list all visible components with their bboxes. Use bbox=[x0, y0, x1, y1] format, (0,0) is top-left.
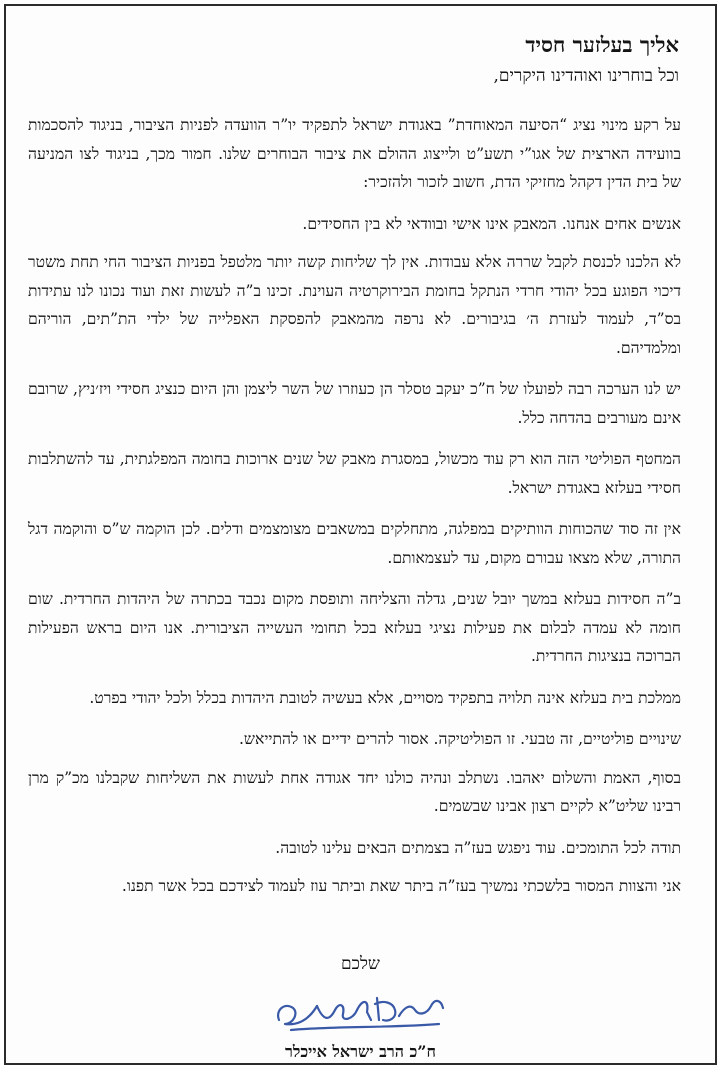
closing-text: שלכם bbox=[341, 954, 380, 974]
paragraph-political-changes: שינויים פוליטיים, זה טבעי. זו הפוליטיקה. אסור להרים ידיים או להתייאש. bbox=[238, 730, 681, 748]
paragraph-truth-peace: בסוף, האמת והשלום יאהבו. נשתלב ונהיה כולנו יחד אגודה אחת לעשות את השליחות שקבלנו מכ”ק מרן רבינו שליט”א לקיים רצון אבינו שבשמים. bbox=[28, 768, 681, 815]
paragraph-belz-growth: ב”ה חסידות בעלזא במשך יובל שנים, גדלה והצליחה ותופסת מקום נכבד בכתרה של היהדות החרדית. שום חומה לא עמדה לבלום את פעילות נציגי בעלזא בכל תחומי העשייה הציבורית. אנו היום בראש הפעילות הברוכה בנציגות החרדית. bbox=[28, 590, 681, 665]
letter-page bbox=[4, 4, 717, 1065]
signature-block bbox=[6, 954, 715, 1062]
paragraph-brothers: אנשים אחים אנחנו. המאבק אינו אישי ובוודאי לא בין החסידים. bbox=[302, 214, 681, 233]
letter-salutation: וכל בוחרינו ואוהדינו היקרים, bbox=[493, 66, 679, 86]
paragraph-intro: על רקע מינוי נציג “הסיעה המאוחדת” באגודת ישראל לתפקיד יו”ר הוועדה לפניות הציבור, בניגוד להסכמות בוועידה הארצית של אגו”י תשע”ט ולייצוג ההולם את ציבור הבוחרים שלנו. חמור מכך, בניגוד לצו המניעה של בית הדין דקהל מחזיקי הדת, חשוב לזכור ולהזכיר: bbox=[28, 116, 681, 191]
letter-title: אליך בעלזער חסיד bbox=[525, 32, 679, 57]
paragraph-belz-kingdom: ממלכת בית בעלזא אינה תלויה בתפקיד מסויים, אלא בעשיה לטובת היהדות בכלל ולכל יהודי בפרט. bbox=[89, 688, 681, 707]
letter-body bbox=[28, 111, 681, 914]
paragraph-veteran-forces: אין זה סוד שהכוחות הוותיקים במפלגה, מתחלקים במשאבים מצומצמים ודלים. לכן הוקמה ש”ס והוקמה דגל התורה, שלא מצאו עבורם מקום, עד לעצמאותם. bbox=[28, 520, 681, 567]
paragraph-appreciation: יש לנו הערכה רבה לפועלו של ח”כ יעקב טסלר הן כעוזרו של השר ליצמן והן היום כנציג חסידי ויז׳ניץ, שרובם אינם מעורבים בהדחה כלל. bbox=[28, 380, 681, 427]
signer-name: ח”כ הרב ישראל אייכלר bbox=[285, 1042, 436, 1061]
handwritten-signature bbox=[271, 980, 451, 1036]
paragraph-political-grab: המחטף הפוליטי הזה הוא רק עוד מכשול, במסגרת מאבק של שנים ארוכות בחומה המפלגתית, עד להשתלבות חסידי בעלזא באגודת ישראל. bbox=[28, 450, 681, 497]
paragraph-office-team: אני והצוות המסור בלשכתי נמשיך בעז”ה ביתר שאת וביתר עוז לעמוד לצידכם בכל אשר תפנו. bbox=[121, 877, 681, 895]
paragraph-knesset-work: לא הלכנו לכנסת לקבל שררה אלא עבודות. אין לך שליחות קשה יותר מלטפל בפניות הציבור החי תחת משטר דיכוי הפוגע בכל יהודי חרדי הנתקל בחומת הבירוקרטיה העוינת. זכינו ב”ה לעשות זאת ועוד נכונו לנו עתידות בס”ד, לעמוד לעזרת ה׳ בגיבורים. לא נרפה מהמאבק להפסקת האפלייה של ילדי הת”תים, הוריהם ומלמדיהם. bbox=[28, 253, 681, 357]
paragraph-thanks: תודה לכל התומכים. עוד ניפגש בעז”ה בצמתים הבאים עלינו לטובה. bbox=[275, 838, 681, 857]
